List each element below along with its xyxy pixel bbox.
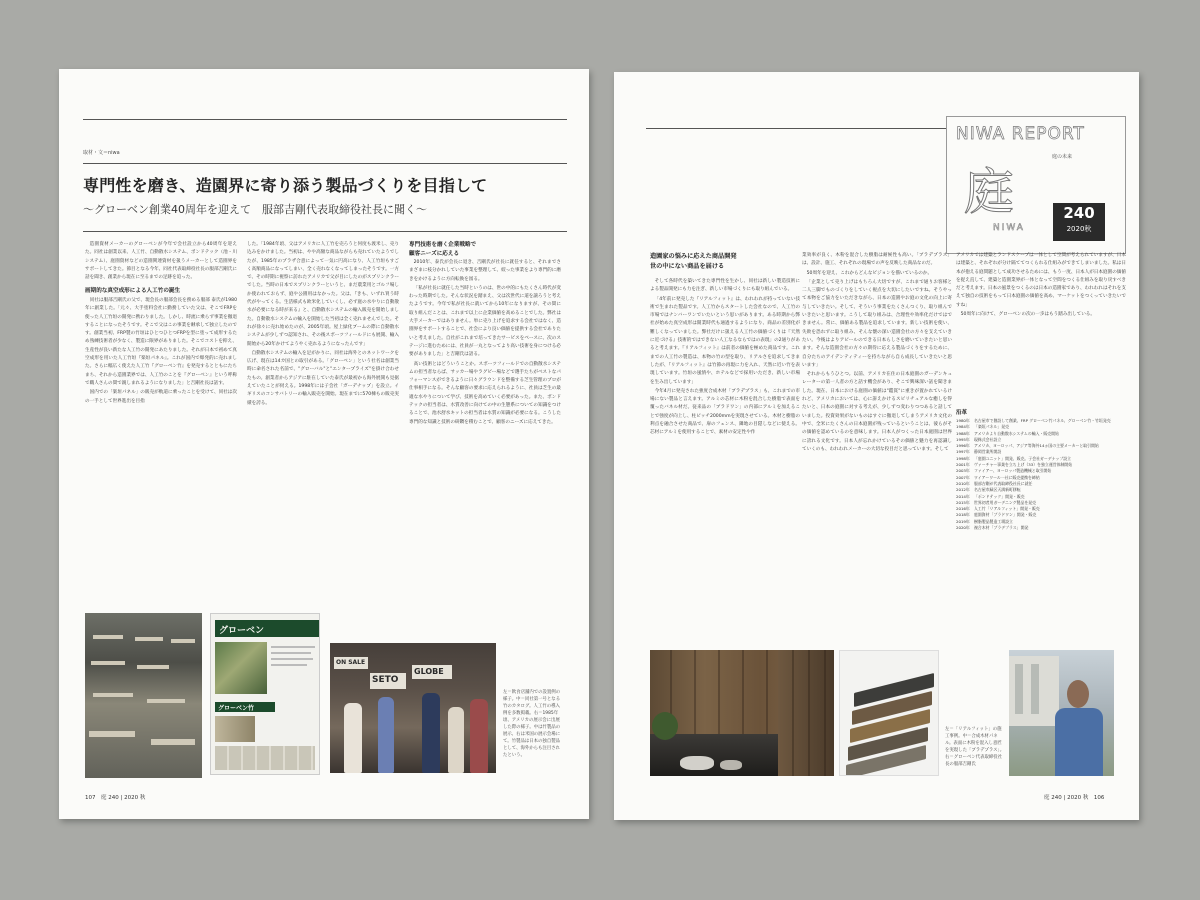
header-rule — [83, 163, 567, 164]
history-text: アメリカ、ヨーロッパ、アジア等海外14ヵ国の主要メーカーと取引開始 — [974, 443, 1099, 449]
history-text: 複合木材「ブラデプラス」開発 — [974, 525, 1029, 531]
section-heading: 専門技術を磨く企業戦略で 顧客ニーズに応える — [409, 242, 477, 257]
history-text: ワイアーワール一社に販売提携を締結 — [974, 474, 1040, 480]
article-column-1 — [650, 278, 800, 644]
history-year: 2020年 — [956, 525, 970, 531]
paragraph: 業効率が良く、木粉を混合した樹脂は耐候性も高い。「ブラデプラス」は、設計、施工、それぞれの現場での声を反映した商品なのだ。 — [802, 253, 952, 267]
paragraph: 「企業として売り上げはもちろん大切ですが、これまで通りお客様と二人三脚でものづくりをしていく視点を大切にしたいですね。そうやって本物をご協力をいただきながら、日本の造園やお庭の文化の向上に寄与していきたい。そして、そういう事業をたくさんつくり、取り組んでいきたいと思います。こうして取り組みは、合理性や効率化だけではできません。常に、価値ある製品を追求しています。新しい技術を使い、失敗を恐れずに取り組み、そんな懐の深い造園会社の方々を支えていきたい。今後はよりアピールのできる日本らしさを磨いていきたいと思います。そんな造園会社の方々の期待に応える製品づくりをするために、自分たちのアイデンティティーを持ちながら自ら成長していきたいと思います」 — [802, 279, 952, 368]
section-heading: 造園家の悩みに応えた商品開発 世の中にない商品を届ける — [650, 253, 737, 270]
paragraph: それからもうひとつ。以前、アメリカ在住の日本庭園のガーデンキュレーターの第一人者の方と話す機会があり、そこで興味深い話を聞きました。現在、日本における庭園の価値は"鑑賞"に重きが置かれているけれど、アメリカにおいては、心に訴えかけるスピリチュアルな癒しを得たいと、日本の庭園に対する考えが、少しずつ変わりつつあると話していました。投資効果がないものはすぐに撤退してしまうアメリカ文化の中で、全米にたくさんの日本庭園が残っているということは、彼らがその価値を認めているのを意味します。日本人がつくった日本庭園は世界に誇れる文化です。日本人が忘れかけているその価値と魅力を再認識していくのも、われわれメーカーの大切な役目だと思っています。そして — [802, 372, 952, 452]
catalog-spread-photo — [210, 613, 320, 775]
history-year: 1996年 — [956, 443, 970, 449]
history-year: 1988年 — [956, 430, 970, 436]
history-year: 2003年 — [956, 468, 970, 474]
article-subhead: 〜グローベン創業40周年を迎えて 服部吉剛代表取締役社長に聞く〜 — [83, 203, 427, 216]
paragraph: 「4年前に発売した『リアルフィット』は、われわれが持っていない技術で生まれた製品です。人工竹からスタートした会社なので、人工竹の市場ではナンバーワンでいたいという思いがあります。ある時期から弊社が始めた真空成形は開業時代も通過するようになり、商品の差別化が難しくなっていました。弊社だけに扱える人工竹の価値づくりは『天然に近づける』技術的ではできない人工なるならではの表現」の2通りがあると考えます。『リアルフィット』は前者の価値を極めた商品です。これまでの人工竹の製造は、本物の竹の型を取り、リアルさを追求してきましたが、『リアルフィット』は竹節の再現に力を入れ、天然に近い竹を表現しています。竹垣の風情や、ホテルなどで採用いただき、新しい市場を生み出しています」 — [650, 296, 800, 385]
niwa-wordmark: NIWA — [993, 223, 1025, 233]
history-year: 2012年 — [956, 487, 970, 493]
history-year: 2019年 — [956, 518, 970, 524]
booth-sign: GLOBE — [412, 665, 452, 679]
paragraph: 「私が社長に就任した当時というのは、世の中的にもたくさん時代が変わった時期でした。そんな状況を踏まえ、父は次世代に道を譲ろうと考えたようです。今年で私が社長に就いてから10年になりますが、その間に取り組んだことは、これまで以上に企業価値を高めることでした。弊社は大手メーカーではありません。単に売り上げを追求する会社ではなく、造園界をサポートすることで、社会により良い価値を提供する会社でありたいと考えました。自社がこれまで培ってきたサービスをベースに、次のステージに進むためには、社員が一丸となってより高い技術を身につける必要がありました」と吉剛氏は語る。 — [409, 285, 561, 358]
catalog-garden-image — [215, 642, 267, 694]
history-text: 「庭園ユニット」開発、販売。子会社ガーデナップ設立 — [974, 455, 1072, 461]
catalog-banner: グローベン — [215, 620, 319, 637]
history-year: 2014年 — [956, 493, 970, 499]
history-year: 2016年 — [956, 506, 970, 512]
paragraph: 50周年に向けて、グローベンの次の一歩はもう踏み出している。 — [960, 312, 1095, 318]
page-folio: 庭 240 | 2020 秋 106 — [1044, 795, 1105, 801]
section-heading: 画期的な真空成形による人工竹の誕生 — [85, 288, 181, 295]
history-text: 服部吉剛が代表取締役社長に就任 — [974, 480, 1033, 486]
cafe-installation-photo — [85, 613, 202, 778]
history-year: 1980年 — [956, 418, 970, 423]
history-year: 2018年 — [956, 512, 970, 518]
top-rule — [83, 119, 567, 120]
lattice-fence-photo — [778, 650, 834, 776]
history-year: 2010年 — [956, 480, 970, 486]
president-portrait-photo — [1009, 650, 1114, 776]
history-year: 2001年 — [956, 462, 970, 468]
booth-sign: ON SALE — [334, 657, 368, 669]
history-year: 1997年 — [956, 449, 970, 455]
history-text: 現株式会社設立 — [974, 436, 1002, 442]
history-title: 沿革 — [956, 410, 968, 416]
history-text: 庭園資材「ブラドワン」開発・販売 — [974, 512, 1037, 518]
niwa-kanji-logo: 庭 — [964, 163, 1014, 221]
article-column-1 — [85, 241, 237, 601]
history-text: ファイアー、ヨーロッパ製造機械と取引開始 — [974, 468, 1052, 474]
report-title: NIWA REPORT — [956, 124, 1085, 144]
paragraph: 高い技術とはどういうことか。スポーツフィールドでの自動散水システムの担当者ならば、サッカー場やラグビー場などで選手たちがベストなパフォーマンスができるように日々グラウンドを整備する芝生管理のプロが仕事相手になる。そんな顧客の要求に応えられるように、社員は芝生の最適な水やりについて学び、技術を高めていく必要があった。また、ポンドテックの担当者は、水質改善に向けての中の生態系についての知識をつけることで、池水舒水キットの担当者は水質の知識が必要になる。こうした専門的な知識と技術の研鑽を積むことで、顧客のニーズに応えてきた。 — [409, 361, 561, 425]
history-year: 1984年 — [956, 424, 970, 430]
paragraph: 国内での「楽垣パネル」の販売が軌道に乗ったことを受けて、同社は次の一手として世界進出を目指 — [85, 390, 237, 404]
article-column-2 — [802, 252, 952, 644]
paragraph: 造園資材メーカーのグローベンが今年で会社設立から40周年を迎えた。同社は創業以来、人工竹、自動散水システム、ポンドテック（池・川システム）、庭園資材などの造園関連資材を扱うメーカーとして造園界をサポートしてきた。節目となる今年、同社代表取締役社長の服部吉剛氏に話を聞き、創業から現在に至るまでの足跡を追った。 — [85, 242, 237, 281]
photo-caption: 左＝飲食店舗内での設置例の様子。中＝同社第一号となる竹のカタログ。人工竹の導入例を多数掲載。右＝1985年頃、アメリカの展示会に出展した際の様子。中は竹製品の展示、右は米国の展示会場にて。竹製品は日本の独自製品として、海外からも注目されたという。 — [503, 690, 561, 758]
history-year: 2007年 — [956, 474, 970, 480]
page-folio: 107 庭 240 | 2020 秋 — [85, 795, 146, 801]
composite-boards-photo — [839, 650, 939, 776]
article-headline: 専門性を磨き、造園界に寄り添う製品づくりを目指して — [83, 176, 488, 195]
left-magazine-page — [59, 69, 589, 819]
right-magazine-page — [614, 72, 1139, 820]
headline-bottom-rule — [83, 231, 567, 232]
history-text: 名古屋市で創設して創業、FRP グローベン竹パネル、グローベン竹・竹垣発売 — [974, 418, 1111, 423]
article-column-2 — [247, 241, 399, 601]
article-kicker: 取材・文＝niwa — [83, 150, 120, 156]
booth-sign: SETO — [370, 673, 406, 689]
history-text: アメリカより自動散水システムの輸入・販売開始 — [974, 430, 1059, 436]
paragraph: 50周年を迎え、これからどんなビジョンを描いているのか。 — [806, 270, 933, 276]
top-rule — [646, 128, 946, 129]
paragraph: 2010年、泰氏が会長に退き、吉剛氏が社長に就任すると、それまでさまざまに枝分かれしていた事業を整理して、絞った事業をより専門的に磨きをかけるように方向転換を図る。 — [409, 260, 561, 282]
article-column-3 — [409, 241, 561, 601]
paragraph: 今年4月に発売された強度合成木材「ブラデプラス」も、これまでの市場にない製品と言えます。アルミの芯材に木粉を混合した樹脂で表面を覆ったバネル材だ。従来品の「ブラドワン」の内部にアルミを加えることで強度が向上し、柱ピッチ2000mmを実現させている。木材と樹脂の利点を融合させた商品で、扉のフェンス、隣地の目隠しなどに使える。芯材にアルミを使用することで、素材の安定性や作 — [650, 388, 800, 436]
paragraph: アメリカでは建築とランドスケープは一体として空間が考えられていますが、日本は建築と、それぞれが分け隔ててつくられる仕組みができてしまいました。私は日本が抱える庭問題として成功させるためには、もう一度、日本人が日本庭園の価値を捉え直して、建築と造園業界が一体となって空間をつくる仕組みを取り戻すべきだと考えます。日本の風景をつくるのは日本の造園家であり、われわれはそれを支えて独自の技術をもって日本庭園の価値を高め、マーケットをつくっていきたいですね」 — [956, 253, 1126, 308]
history-text: ヴァーチャー事業を立ち上げ（33）を独立運営体制開始 — [974, 462, 1073, 468]
issue-badge — [1053, 203, 1105, 241]
history-text: 静岡営業所開設 — [974, 449, 1002, 455]
history-year: 1998年 — [956, 455, 970, 461]
history-text: 世界初者用ガーデニング製品を発売 — [974, 499, 1037, 505]
history-text: 「楽垣パネル」発売 — [974, 424, 1010, 430]
paragraph: 自動散水システムの輸入を足がかりに、同社は海外とのネットワークを広げ、現在は14カ国との取引がある。「グローベン」という社名は創業当時に命名された名前で、"グローバル"と"エンタープライズ"を掛け合わせたもの。創業者からアジアに駐在していた泰氏が最初から海外展開も見据えていたことが伺える。1998年には子会社「ガーデナップ」を設立。イギリスのコンサバトリーの輸入販売を開始。現在までに570棟もの販売実績を誇る。 — [247, 350, 399, 406]
history-text: 樹脂製品製造工場設立 — [974, 518, 1013, 524]
article-column-3 — [956, 252, 1126, 402]
paragraph: した。「1984年頃、父はアメリカに人工竹を売ろうと何度も渡米し、売り込みをかけました。当初は、やや高額な商品ながらも売れていたようでしたが、1985年のプラザ合意によって一気に円高になり、人工竹垣もすごく高額商品になってしまい、全く売れなくなってしまったそうです。一方で、その時期に視察に訪れたアメリカで父が目にしたのがスプリンクラーでした。当時の日本でスプリンクラーというと、まだ農業用とゴルフ場しか使われておらず、庭や公園用はなかった。父は、『きも、いずれ買う時代がやってくる。生活様式も欧米化していくし、必ず庭の水やりに自動散水が必要になる時が来る』と、自動散水システムの輸入販売を開始しました。自動散水システムの輸入を開始した当初は全く売れませんでした。それが徐々に売れ始めたのが、2005年頃。屋上緑化ブームの際に自動散水システムが少しずつ認知され、その後スポーツフィールドにも展開、輸入開始から20年かけてようやく売れるようになったんです」 — [247, 242, 399, 347]
company-history-list — [956, 418, 1126, 531]
paragraph: そして各時代を築いてきた専門性を生かし、同社は新しい製造技術による製品開発にも力を注ぎ、新しい市場づくりにも取り組んでいる。 — [650, 279, 800, 293]
paragraph: 同社は服部吉剛氏の父で、現会長の服部会長を務める服部 泰氏が1980年に創業した。「元々、大手塗料会社に勤務していた父は、そこでFRPを使った人工竹垣の開発に携わりました。しかし、時流に乗らず事業を撤退することになったそうです。そこで父はこの事業を継承して独立したのです。創業当初、FRP製の竹垣はひとつひとつFRPを型に塗って成形するため熟練技術者が少なく、製造に限界がありました。そこでコストを抑え、生産性が良い新たな人工竹の開発にあたりました。それが日本で初めて真空成形を用いた人工竹垣『楽垣パネル』。これが国内で爆発的に売れました。さらに幅広く使えた人工竹『グローベン竹』を発売するとともにたちまち、それから造園業界では、人工竹のことを『グローベン』という呼称で職人さんの間で親しまれるようになりました」と吉剛社長は話す。 — [85, 297, 237, 386]
history-text: 「ポンドテック」開発・販売 — [974, 493, 1025, 499]
logo-tagline: 庭の未来 — [1052, 154, 1073, 160]
history-year: 1995年 — [956, 436, 970, 442]
issue-season: 2020秋 — [1066, 225, 1092, 233]
history-text: 人工竹「リアルフィット」開発・販売 — [974, 506, 1040, 512]
history-year: 2015年 — [956, 499, 970, 505]
history-text: 名古屋市緑区天満新町移転 — [974, 487, 1021, 493]
trade-show-photo — [330, 643, 496, 773]
catalog-banner-2: グローベン竹 — [215, 702, 275, 712]
photo-caption: 左＝「リアルフィット」の施工事例。中＝合成木材パネル。表面に木粉を混入し意匠を実現した「ブラデプラス」。右＝グローベン代表取締役社長の服部吉剛氏 — [945, 727, 1005, 767]
issue-number: 240 — [1063, 204, 1095, 222]
history-row — [956, 525, 1126, 531]
